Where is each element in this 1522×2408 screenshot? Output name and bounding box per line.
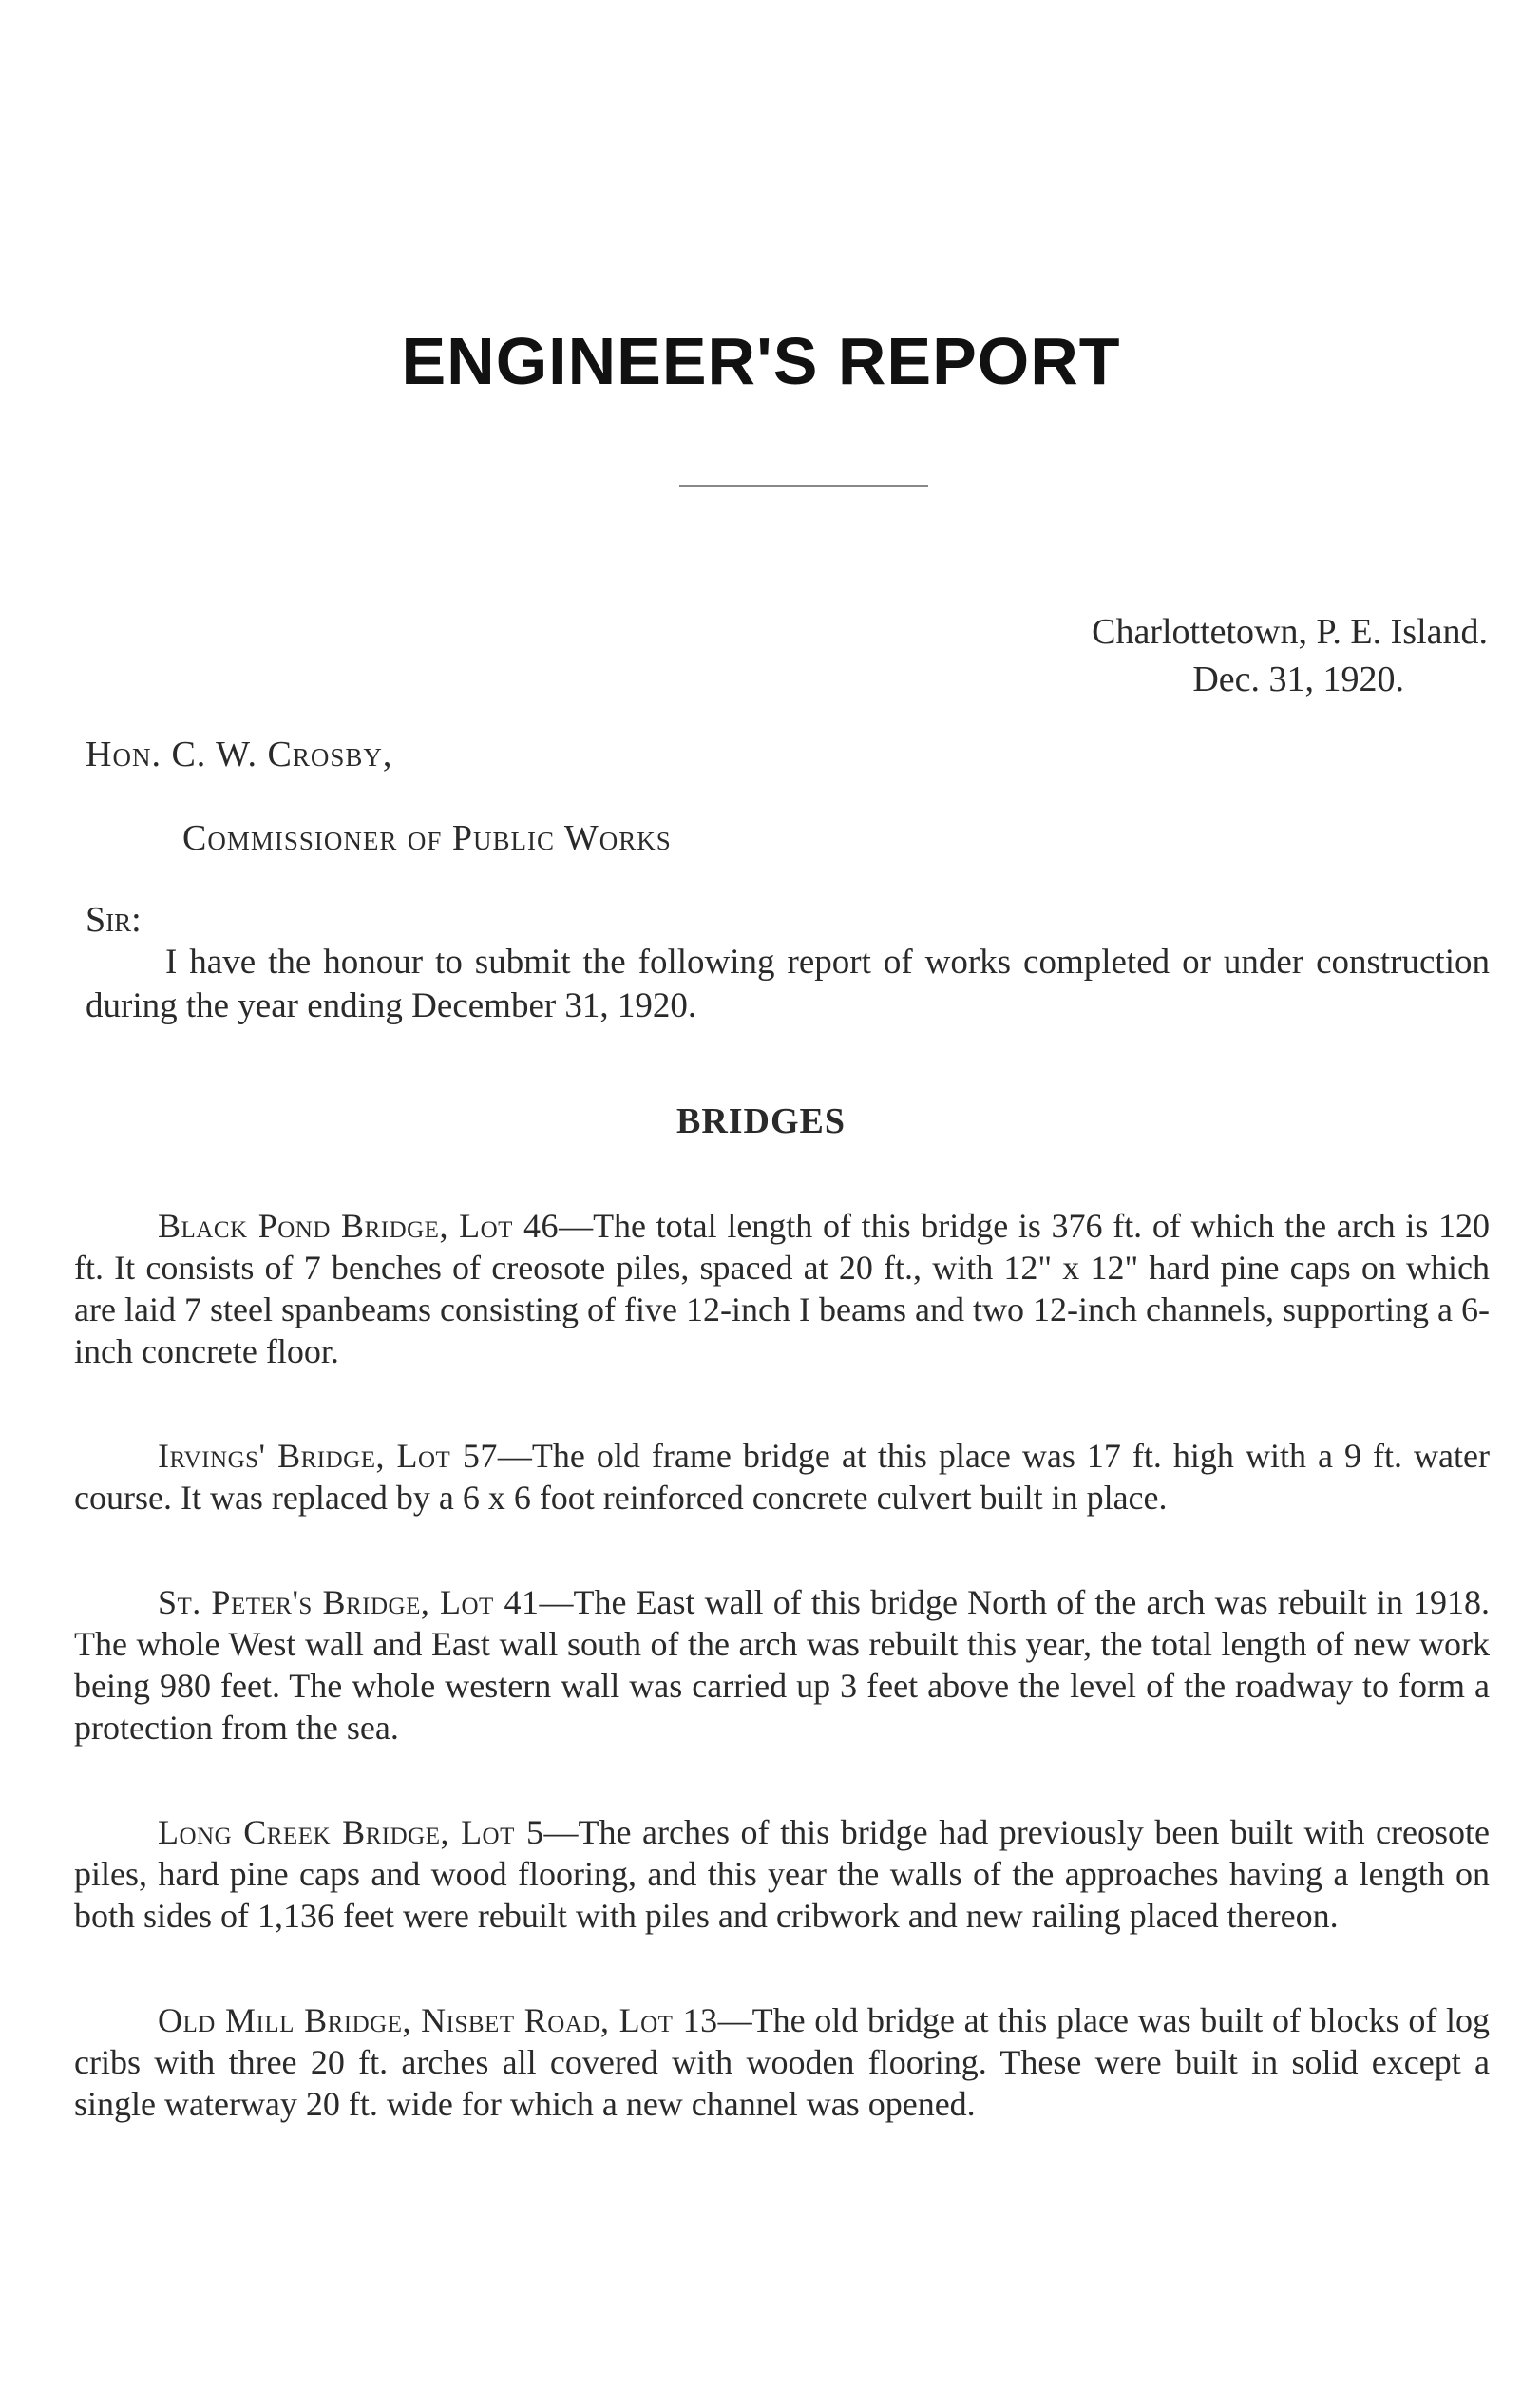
bridge-entry-heading: Long Creek Bridge, Lot 5 [158,1813,544,1851]
bridge-entry-body: —The old frame bridge at this place was 17 ft. high with a 9 ft. water course. It was replaced by a 6 x 6 foot reinforced concrete culvert built in place. [74,1437,1491,1517]
bridge-entry-body: —The total length of this bridge is 376 ft. of which the arch is 120 ft. It consists of 7 benches of creosote piles, spaced at 20 ft., with 12" x 12" hard pine caps on which are laid 7 steel spanbeams consisting of five 12-inch I beams and two 12-inch channels, supporting a 6-inch concrete floor. [74,1207,1490,1370]
bridge-entry [74,1435,1490,1519]
dateline [1092,608,1488,703]
bridge-entry [74,1205,1490,1372]
bridge-entry-heading: Irvings' Bridge, Lot 57 [158,1437,498,1475]
bridge-entry-heading: St. Peter's Bridge, Lot 41 [158,1583,540,1621]
place-line: Charlottetown, P. E. Island. [1092,612,1488,652]
intro-paragraph: I have the honour to submit the following report of works completed or under construction during the year ending December 31, 1920. [86,943,1490,1025]
bridge-entry-body: —The East wall of this bridge North of the arch was rebuilt in 1918. The whole West wall and East wall south of the arch was rebuilt this year, the total length of new work being 980 feet. The whole western wall was carried up 3 feet above the level of the roadway to form a protection from the sea. [74,1583,1490,1747]
title-divider [679,485,928,487]
bridge-entry [74,1999,1490,2125]
addressee-title: Commissioner of Public Works [182,818,672,858]
bridge-entries [74,1205,1490,2188]
bridge-entry [74,1811,1490,1937]
addressee-name: Hon. C. W. Crosby, [86,735,393,774]
date-line: Dec. 31, 1920. [1192,659,1404,699]
bridge-entry-body: —The old bridge at this place was built of blocks of log cribs with three 20 ft. arches all covered with wooden flooring. These were built in solid except a single waterway 20 ft. wide for which a new channel was opened. [74,2001,1490,2123]
bridge-entry-heading: Black Pond Bridge, Lot 46 [158,1207,560,1245]
bridge-entry-heading: Old Mill Bridge, Nisbet Road, Lot 13 [158,2001,718,2039]
bridge-entry-body: —The arches of this bridge had previously been built with creosote piles, hard pine caps and wood flooring, and this year the walls of the approaches having a length on both sides of 1,136 feet were rebuilt with piles and cribwork and new railing placed thereon. [74,1813,1490,1935]
report-title: ENGINEER'S REPORT [401,324,1121,398]
salutation: Sir: [86,900,142,940]
bridge-entry [74,1581,1490,1749]
section-heading: BRIDGES [675,1101,847,1141]
